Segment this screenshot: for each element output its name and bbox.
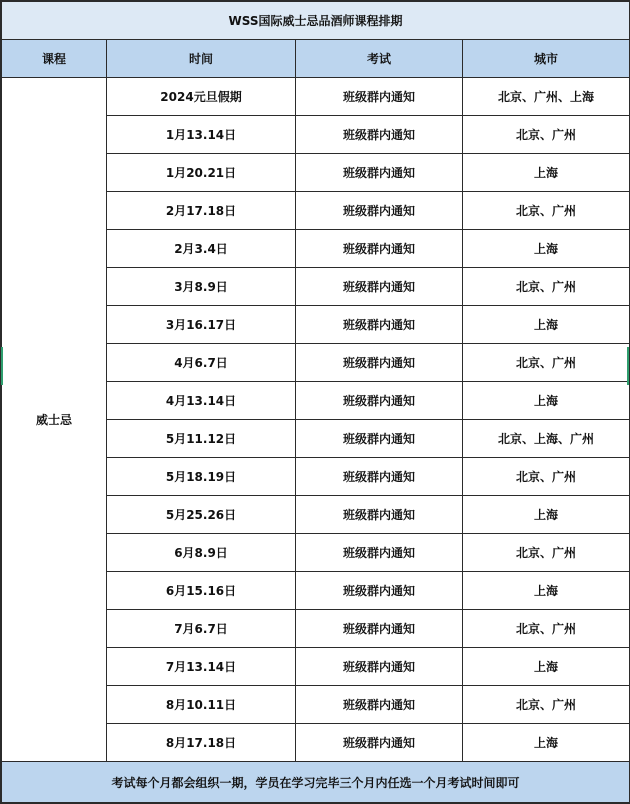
header-time: 时间 xyxy=(107,40,296,78)
course-name-cell: 威士忌 xyxy=(2,78,107,762)
exam-cell: 班级群内通知 xyxy=(296,686,463,724)
exam-cell: 班级群内通知 xyxy=(296,724,463,762)
time-cell: 1月13.14日 xyxy=(107,116,296,154)
exam-cell: 班级群内通知 xyxy=(296,192,463,230)
city-cell: 北京、广州 xyxy=(463,268,630,306)
city-cell: 北京、上海、广州 xyxy=(463,420,630,458)
time-cell: 8月10.11日 xyxy=(107,686,296,724)
exam-cell: 班级群内通知 xyxy=(296,572,463,610)
time-cell: 3月8.9日 xyxy=(107,268,296,306)
header-city: 城市 xyxy=(463,40,630,78)
exam-cell: 班级群内通知 xyxy=(296,306,463,344)
time-cell: 2024元旦假期 xyxy=(107,78,296,116)
row-resize-marker-right xyxy=(627,347,629,385)
city-cell: 北京、广州 xyxy=(463,686,630,724)
time-cell: 5月25.26日 xyxy=(107,496,296,534)
header-row xyxy=(2,40,630,78)
schedule-table xyxy=(1,1,630,803)
city-cell: 北京、广州 xyxy=(463,610,630,648)
time-cell: 1月20.21日 xyxy=(107,154,296,192)
city-cell: 上海 xyxy=(463,572,630,610)
title-row xyxy=(2,2,630,40)
exam-cell: 班级群内通知 xyxy=(296,344,463,382)
exam-cell: 班级群内通知 xyxy=(296,610,463,648)
time-cell: 4月13.14日 xyxy=(107,382,296,420)
city-cell: 上海 xyxy=(463,724,630,762)
table-title: WSS国际威士忌品酒师课程排期 xyxy=(2,2,630,40)
time-cell: 7月6.7日 xyxy=(107,610,296,648)
footer-row xyxy=(2,762,630,803)
exam-cell: 班级群内通知 xyxy=(296,534,463,572)
time-cell: 3月16.17日 xyxy=(107,306,296,344)
time-cell: 2月17.18日 xyxy=(107,192,296,230)
city-cell: 北京、广州 xyxy=(463,458,630,496)
exam-cell: 班级群内通知 xyxy=(296,496,463,534)
table-row xyxy=(2,78,630,116)
exam-cell: 班级群内通知 xyxy=(296,268,463,306)
city-cell: 上海 xyxy=(463,306,630,344)
exam-cell: 班级群内通知 xyxy=(296,458,463,496)
city-cell: 上海 xyxy=(463,648,630,686)
city-cell: 北京、广州 xyxy=(463,116,630,154)
exam-cell: 班级群内通知 xyxy=(296,154,463,192)
exam-cell: 班级群内通知 xyxy=(296,116,463,154)
city-cell: 上海 xyxy=(463,230,630,268)
header-exam: 考试 xyxy=(296,40,463,78)
exam-cell: 班级群内通知 xyxy=(296,78,463,116)
time-cell: 2月3.4日 xyxy=(107,230,296,268)
time-cell: 7月13.14日 xyxy=(107,648,296,686)
city-cell: 上海 xyxy=(463,154,630,192)
row-resize-marker-left xyxy=(1,347,3,385)
footer-note: 考试每个月都会组织一期，学员在学习完毕三个月内任选一个月考试时间即可 xyxy=(2,762,630,803)
time-cell: 5月18.19日 xyxy=(107,458,296,496)
time-cell: 6月15.16日 xyxy=(107,572,296,610)
time-cell: 8月17.18日 xyxy=(107,724,296,762)
exam-cell: 班级群内通知 xyxy=(296,230,463,268)
time-cell: 6月8.9日 xyxy=(107,534,296,572)
city-cell: 北京、广州、上海 xyxy=(463,78,630,116)
time-cell: 4月6.7日 xyxy=(107,344,296,382)
city-cell: 北京、广州 xyxy=(463,344,630,382)
city-cell: 上海 xyxy=(463,496,630,534)
exam-cell: 班级群内通知 xyxy=(296,648,463,686)
city-cell: 上海 xyxy=(463,382,630,420)
exam-cell: 班级群内通知 xyxy=(296,420,463,458)
city-cell: 北京、广州 xyxy=(463,192,630,230)
header-course: 课程 xyxy=(2,40,107,78)
exam-cell: 班级群内通知 xyxy=(296,382,463,420)
time-cell: 5月11.12日 xyxy=(107,420,296,458)
city-cell: 北京、广州 xyxy=(463,534,630,572)
